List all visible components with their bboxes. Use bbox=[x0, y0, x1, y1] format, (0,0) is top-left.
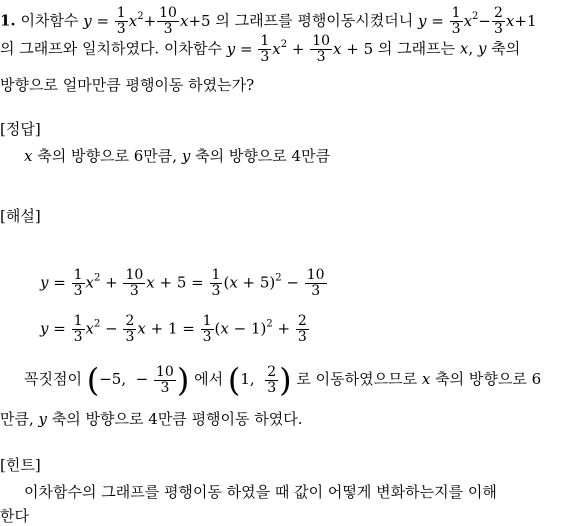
problem-text: 의 그래프와 일치하였다. 이차함수 bbox=[0, 39, 222, 58]
problem-text: 이차함수 bbox=[20, 11, 79, 30]
hint-heading: [힌트] bbox=[0, 456, 41, 474]
problem-line-2: 의 그래프와 일치하였다. 이차함수 y = $\frac{1}{3}$ $x^2$ + $\frac{10}{3}$ x + 5 의 그래프는 x, y 축의 bbox=[0, 33, 521, 65]
solution-equation-2: y = $\frac{1}{3}$ $x^2$ − $\frac{2}{3}$ x + 1 = $\frac{1}{3}$ $(x - 1)^2$ + $\frac{2}{3}$ bbox=[40, 313, 307, 345]
equation-original: y = $\frac{1}{3}$ $x^2+$ $\frac{10}{3}$ x+5 bbox=[83, 5, 211, 37]
problem-number: 1. bbox=[0, 11, 16, 30]
problem-text: 축의 bbox=[491, 39, 521, 58]
solution-text-1: 꼭짓점이 (−5, − $\frac{10}{3}$ ) 에서 (1, $\frac{2}{3}$ ) 로 이동하였으므로 x 축의 방향으로 6 bbox=[24, 361, 542, 399]
problem-line-3: 방향으로 얼마만큼 평행이동 하였는가? bbox=[0, 76, 255, 94]
answer-text: x 축의 방향으로 6만큼, y 축의 방향으로 4만큼 bbox=[24, 147, 331, 165]
solution-heading: [해설] bbox=[0, 207, 41, 225]
equation-target: y = $\frac{1}{3}$ $x^2-$ $\frac{2}{3}$ x+1 bbox=[418, 5, 537, 37]
answer-heading: [정답] bbox=[0, 120, 41, 138]
solution-equation-1: y = $\frac{1}{3}$ $x^2$ + $\frac{10}{3}$ x + 5 = $\frac{1}{3}$ $(x + 5)^2$ − $\frac{10}{3}$ bbox=[40, 267, 325, 299]
problem-text: 의 그래프를 평행이동시켰더니 bbox=[215, 11, 414, 30]
equation-original: y = $\frac{1}{3}$ $x^2$ + $\frac{10}{3}$ x + 5 bbox=[226, 33, 374, 65]
hint-text-1: 이차함수의 그래프를 평행이동 하였을 때 값이 어떻게 변화하는지를 이해 bbox=[24, 483, 497, 501]
solution-text-2: 만큼, y 축의 방향으로 4만큼 평행이동 하였다. bbox=[0, 410, 303, 428]
problem-text: 의 그래프는 bbox=[377, 39, 456, 58]
hint-text-2: 한다 bbox=[0, 507, 29, 525]
